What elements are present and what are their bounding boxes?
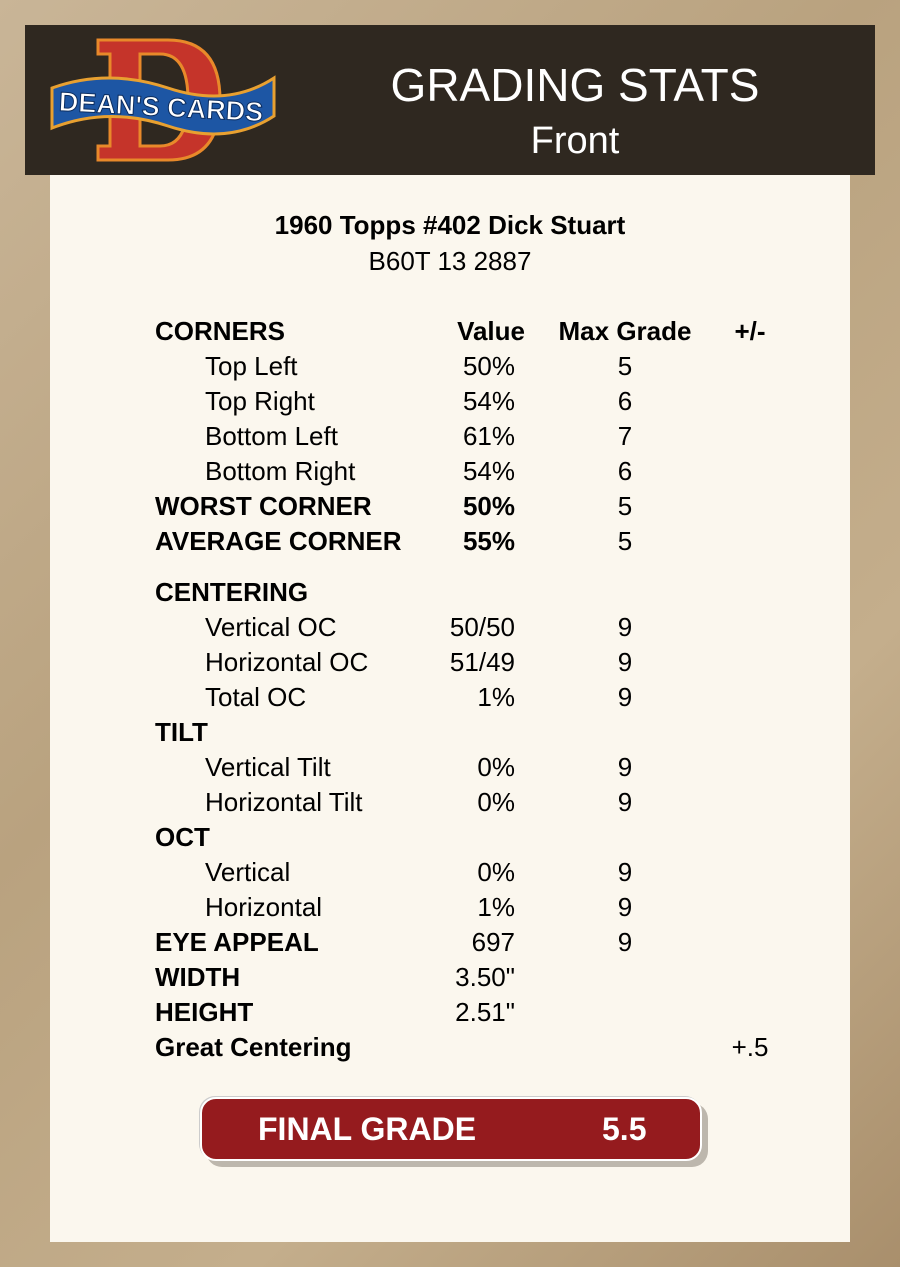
stat-row xyxy=(0,752,900,787)
stat-row xyxy=(0,822,900,857)
stat-label: CENTERING xyxy=(155,577,309,607)
stat-max-grade: 6 xyxy=(617,456,633,486)
stat-value: 697 xyxy=(471,927,515,957)
final-grade-value: 5.5 xyxy=(602,1111,647,1147)
stat-label: OCT xyxy=(155,822,210,852)
stat-max-grade: 5 xyxy=(617,351,633,381)
stat-value: 55% xyxy=(462,526,515,556)
stat-row xyxy=(0,647,900,682)
stat-label: HEIGHT xyxy=(155,997,254,1027)
final-grade-label: FINAL GRADE xyxy=(258,1111,477,1147)
stat-row xyxy=(0,1032,900,1067)
stat-value: 50/50 xyxy=(449,612,515,642)
stat-label: CORNERS xyxy=(155,316,286,346)
stat-row xyxy=(0,892,900,927)
stat-value: 61% xyxy=(462,421,515,451)
stat-max-grade: 7 xyxy=(617,421,633,451)
stat-value: 51/49 xyxy=(449,647,515,677)
stat-label: WORST CORNER xyxy=(155,491,372,521)
stat-label: Vertical OC xyxy=(205,612,337,642)
column-header-max-grade: Max Grade xyxy=(558,316,692,346)
stat-max-grade: 9 xyxy=(617,752,633,782)
stat-row xyxy=(0,717,900,752)
stat-row xyxy=(0,316,900,351)
page-title: GRADING STATS xyxy=(390,59,760,111)
stat-row xyxy=(0,456,900,491)
stat-row xyxy=(0,997,900,1032)
stat-max-grade: 5 xyxy=(617,491,633,521)
card-code: B60T 13 2887 xyxy=(368,246,532,276)
stat-value: 1% xyxy=(477,892,515,922)
stat-max-grade: 9 xyxy=(617,787,633,817)
card-name: 1960 Topps #402 Dick Stuart xyxy=(274,210,626,240)
stat-label: Horizontal Tilt xyxy=(205,787,363,817)
column-header-plus-minus: +/- xyxy=(734,316,766,346)
stat-label: Horizontal OC xyxy=(205,647,369,677)
stat-max-grade: 9 xyxy=(617,612,633,642)
stat-row xyxy=(0,962,900,997)
stat-value: 54% xyxy=(462,456,515,486)
stat-row xyxy=(0,577,900,612)
stat-label: Horizontal xyxy=(205,892,323,922)
stat-max-grade: 9 xyxy=(617,857,633,887)
stat-row xyxy=(0,682,900,717)
stat-value: 0% xyxy=(477,752,515,782)
stat-max-grade: 5 xyxy=(617,526,633,556)
stat-value: 3.50" xyxy=(455,962,515,992)
stat-label: WIDTH xyxy=(155,962,241,992)
svg-text:DEAN'S CARDS: DEAN'S CARDS xyxy=(58,86,264,128)
stat-label: Vertical Tilt xyxy=(205,752,331,782)
stat-row xyxy=(0,386,900,421)
stat-label: Top Right xyxy=(205,386,315,416)
stat-label: Vertical xyxy=(205,857,291,887)
stat-value: 50% xyxy=(462,491,515,521)
stat-label: Bottom Right xyxy=(205,456,356,486)
stat-row xyxy=(0,787,900,822)
stat-label: Great Centering xyxy=(155,1032,352,1062)
stat-value: 2.51" xyxy=(455,997,515,1027)
stat-label: Total OC xyxy=(205,682,307,712)
stat-value: 0% xyxy=(477,787,515,817)
stat-row xyxy=(0,927,900,962)
stat-label: EYE APPEAL xyxy=(155,927,319,957)
page-subtitle: Front xyxy=(530,120,620,162)
stat-max-grade: 9 xyxy=(617,682,633,712)
stat-max-grade: 6 xyxy=(617,386,633,416)
stat-row xyxy=(0,421,900,456)
column-header-value: Value xyxy=(457,316,525,346)
stat-row xyxy=(0,857,900,892)
stat-value: 50% xyxy=(462,351,515,381)
stat-value: 0% xyxy=(477,857,515,887)
stat-max-grade: 9 xyxy=(617,647,633,677)
stat-label: AVERAGE CORNER xyxy=(155,526,402,556)
stat-value: 1% xyxy=(477,682,515,712)
stat-label: Top Left xyxy=(205,351,298,381)
final-grade-badge xyxy=(200,1097,702,1161)
stat-max-grade: 9 xyxy=(617,927,633,957)
stat-row xyxy=(0,526,900,561)
deans-cards-logo xyxy=(48,38,280,162)
stat-label: TILT xyxy=(155,717,208,747)
stat-row xyxy=(0,491,900,526)
stat-max-grade: 9 xyxy=(617,892,633,922)
stat-row xyxy=(0,612,900,647)
stat-value: 54% xyxy=(462,386,515,416)
stat-row xyxy=(0,351,900,386)
stat-label: Bottom Left xyxy=(205,421,338,451)
stat-adjustment: +.5 xyxy=(731,1032,769,1062)
